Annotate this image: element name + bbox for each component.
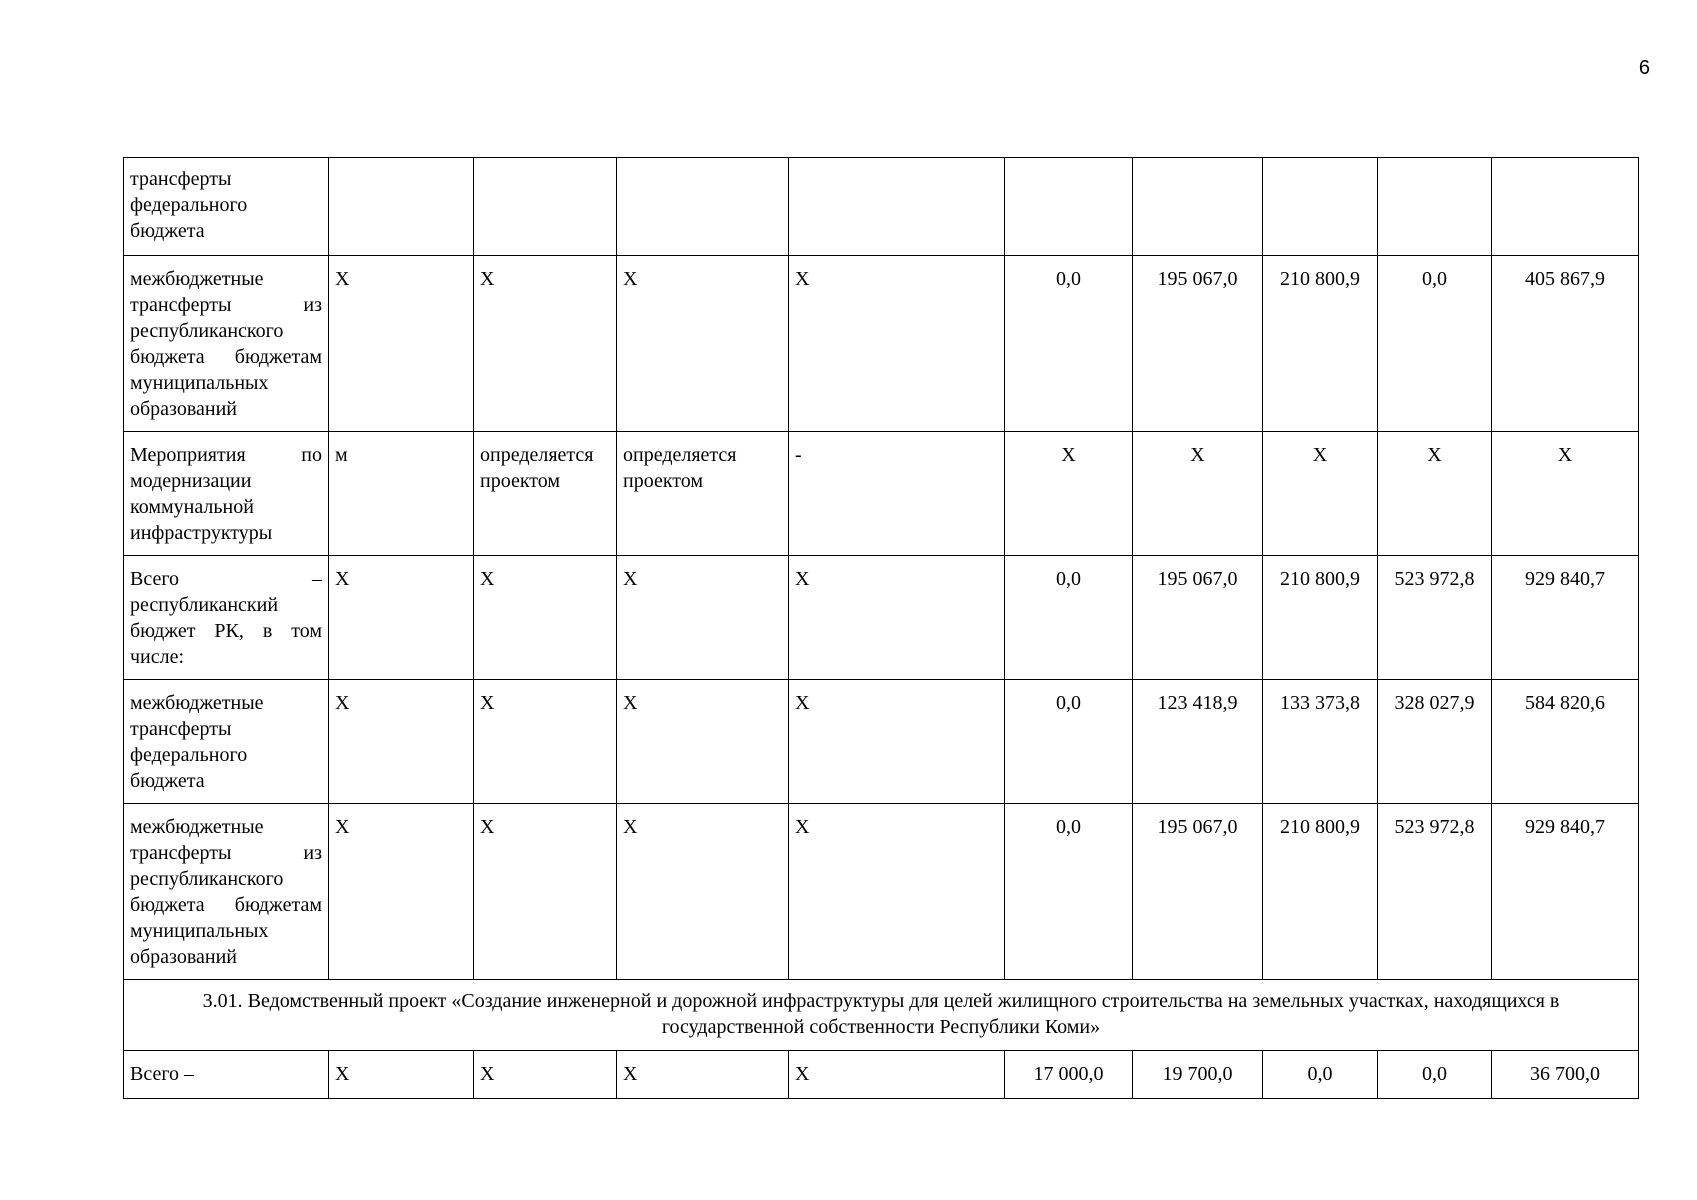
value-cell: 17 000,0 [1005,1051,1133,1099]
value-cell: 133 373,8 [1263,680,1378,804]
table-row [124,256,1639,432]
value-cell: 210 800,9 [1263,804,1378,980]
unit-cell: X [329,804,474,980]
param-cell: X [474,1051,617,1099]
table-row [124,804,1639,980]
param-cell: X [789,256,1005,432]
row-name-cell: межбюджетные трансферты из республиканского бюджета бюджетам муниципальных образований [124,804,329,980]
param-cell: X [617,1051,789,1099]
param-cell [617,158,789,256]
value-cell: 328 027,9 [1378,680,1492,804]
unit-cell: X [329,556,474,680]
table-row [124,432,1639,556]
table-row [124,1051,1639,1099]
param-cell [789,158,1005,256]
value-cell: X [1378,432,1492,556]
value-cell: 0,0 [1005,256,1133,432]
total-cell: 929 840,7 [1492,804,1639,980]
total-cell: 584 820,6 [1492,680,1639,804]
param-cell: X [474,680,617,804]
total-cell: 405 867,9 [1492,256,1639,432]
param-cell: X [789,1051,1005,1099]
param-cell: определяется проектом [474,432,617,556]
value-cell: 195 067,0 [1133,804,1263,980]
value-cell: 210 800,9 [1263,256,1378,432]
total-cell: 36 700,0 [1492,1051,1639,1099]
param-cell: X [474,256,617,432]
param-cell: - [789,432,1005,556]
total-cell: X [1492,432,1639,556]
row-name-cell: Мероприятия по модернизации коммунальной инфраструктуры [124,432,329,556]
value-cell: 0,0 [1378,1051,1492,1099]
param-cell: X [617,804,789,980]
value-cell: X [1133,432,1263,556]
param-cell: X [617,556,789,680]
unit-cell: X [329,256,474,432]
table-row [124,680,1639,804]
value-cell [1133,158,1263,256]
value-cell: X [1005,432,1133,556]
param-cell: X [474,804,617,980]
row-name-cell: Всего – [124,1051,329,1099]
value-cell [1378,158,1492,256]
value-cell: 0,0 [1263,1051,1378,1099]
table-row [124,556,1639,680]
value-cell: 123 418,9 [1133,680,1263,804]
budget-table [123,157,1639,1099]
row-name-cell: Всего – республиканский бюджет РК, в том числе: [124,556,329,680]
param-cell: X [789,556,1005,680]
value-cell: 0,0 [1378,256,1492,432]
value-cell: 523 972,8 [1378,804,1492,980]
page-number: 6 [1638,57,1650,79]
param-cell: X [789,804,1005,980]
value-cell: X [1263,432,1378,556]
total-cell [1492,158,1639,256]
value-cell: 0,0 [1005,556,1133,680]
value-cell [1005,158,1133,256]
value-cell: 195 067,0 [1133,256,1263,432]
value-cell [1263,158,1378,256]
param-cell: X [789,680,1005,804]
param-cell [474,158,617,256]
row-name-cell: межбюджетные трансферты из республиканского бюджета бюджетам муниципальных образований [124,256,329,432]
row-name-cell: трансферты федерального бюджета [124,158,329,256]
value-cell: 0,0 [1005,680,1133,804]
value-cell: 0,0 [1005,804,1133,980]
param-cell: X [474,556,617,680]
total-cell: 929 840,7 [1492,556,1639,680]
param-cell: определяется проектом [617,432,789,556]
unit-cell: X [329,1051,474,1099]
section-header-row [124,980,1639,1051]
unit-cell [329,158,474,256]
value-cell: 523 972,8 [1378,556,1492,680]
value-cell: 19 700,0 [1133,1051,1263,1099]
unit-cell: X [329,680,474,804]
row-name-cell: межбюджетные трансферты федерального бюджета [124,680,329,804]
table-row [124,158,1639,256]
param-cell: X [617,680,789,804]
section-title: 3.01. Ведомственный проект «Создание инженерной и дорожной инфраструктуры для целей жилищного строительства на земельных участках, находящихся в государственной собственности Республики Коми» [124,980,1639,1051]
value-cell: 195 067,0 [1133,556,1263,680]
value-cell: 210 800,9 [1263,556,1378,680]
param-cell: X [617,256,789,432]
unit-cell: м [329,432,474,556]
